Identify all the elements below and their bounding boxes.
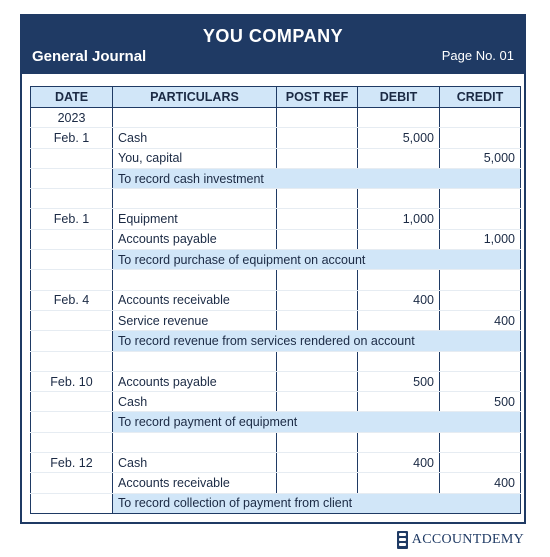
journal-header: [22, 16, 524, 74]
credit-amount: 5,000: [440, 148, 521, 168]
debit-amount: 400: [358, 290, 440, 310]
brand-logo: [397, 530, 524, 550]
empty-cell: [277, 351, 358, 371]
entry-description: To record cash investment: [113, 168, 521, 188]
date-cell: [31, 331, 113, 351]
empty-cell: [277, 270, 358, 290]
entry-date: Feb. 1: [31, 209, 113, 229]
column-header-credit: CREDIT: [440, 87, 521, 108]
entry-description: To record purchase of equipment on account: [113, 250, 521, 270]
credit-cell: [440, 371, 521, 391]
post-ref-cell: [277, 209, 358, 229]
entry-credit-row: [31, 473, 521, 493]
credit-amount: 500: [440, 392, 521, 412]
debit-account: Accounts receivable: [113, 290, 277, 310]
credit-account: Accounts receivable: [113, 473, 277, 493]
entry-description: To record revenue from services rendered on account: [113, 331, 521, 351]
column-header-date: DATE: [31, 87, 113, 108]
year-row: [31, 108, 521, 128]
empty-cell: [277, 189, 358, 209]
credit-cell: [440, 209, 521, 229]
entry-description: To record collection of payment from client: [113, 493, 521, 513]
debit-account: Accounts payable: [113, 371, 277, 391]
empty-cell: [31, 189, 113, 209]
date-cell: [31, 229, 113, 249]
spacer-row: [31, 432, 521, 452]
date-cell: [31, 493, 113, 513]
column-header-post-ref: POST REF: [277, 87, 358, 108]
spacer-row: [31, 270, 521, 290]
entry-description-row: [31, 412, 521, 432]
spacer-row: [31, 189, 521, 209]
post-ref-cell: [277, 128, 358, 148]
entry-credit-row: [31, 310, 521, 330]
entry-debit-row: [31, 453, 521, 473]
debit-account: Equipment: [113, 209, 277, 229]
post-ref-cell: [277, 148, 358, 168]
journal-table: [30, 86, 521, 514]
post-ref-cell: [277, 290, 358, 310]
journal-frame: [20, 14, 526, 524]
credit-cell: [440, 128, 521, 148]
entry-date: Feb. 1: [31, 128, 113, 148]
page-number: Page No. 01: [441, 48, 514, 63]
credit-cell: [440, 290, 521, 310]
entry-credit-row: [31, 392, 521, 412]
entry-date: Feb. 12: [31, 453, 113, 473]
post-ref-cell: [277, 453, 358, 473]
empty-cell: [358, 189, 440, 209]
date-cell: [31, 168, 113, 188]
post-ref-cell: [277, 310, 358, 330]
date-cell: [31, 148, 113, 168]
accountdemy-logo-icon: [397, 531, 408, 549]
credit-account: You, capital: [113, 148, 277, 168]
empty-cell: [440, 351, 521, 371]
debit-cell: [358, 229, 440, 249]
entry-credit-row: [31, 148, 521, 168]
empty-cell: [113, 351, 277, 371]
empty-cell: [440, 432, 521, 452]
debit-amount: 1,000: [358, 209, 440, 229]
column-header-debit: DEBIT: [358, 87, 440, 108]
entry-debit-row: [31, 128, 521, 148]
entry-description-row: [31, 250, 521, 270]
entry-date: Feb. 10: [31, 371, 113, 391]
entry-description-row: [31, 168, 521, 188]
entry-date: Feb. 4: [31, 290, 113, 310]
date-cell: [31, 473, 113, 493]
post-ref-cell: [277, 473, 358, 493]
empty-cell: [358, 270, 440, 290]
credit-account: Accounts payable: [113, 229, 277, 249]
empty-cell: [440, 270, 521, 290]
empty-cell: [31, 270, 113, 290]
credit-amount: 400: [440, 473, 521, 493]
debit-amount: 400: [358, 453, 440, 473]
date-cell: [31, 250, 113, 270]
debit-cell: [358, 473, 440, 493]
empty-cell: [440, 189, 521, 209]
debit-account: Cash: [113, 128, 277, 148]
empty-cell: [358, 351, 440, 371]
empty-cell: [277, 432, 358, 452]
entry-description-row: [31, 493, 521, 513]
year-cell: 2023: [31, 108, 113, 128]
debit-cell: [358, 392, 440, 412]
empty-cell: [31, 432, 113, 452]
journal-title: General Journal: [32, 48, 147, 65]
journal-body: [31, 108, 521, 514]
credit-account: Cash: [113, 392, 277, 412]
debit-cell: [358, 148, 440, 168]
date-cell: [31, 310, 113, 330]
header-row: [31, 87, 521, 108]
post-ref-cell: [277, 229, 358, 249]
entry-credit-row: [31, 229, 521, 249]
spacer-row: [31, 351, 521, 371]
debit-account: Cash: [113, 453, 277, 473]
empty-cell: [113, 432, 277, 452]
entry-description-row: [31, 331, 521, 351]
entry-debit-row: [31, 209, 521, 229]
date-cell: [31, 412, 113, 432]
empty-cell: [358, 432, 440, 452]
company-name: YOU COMPANY: [202, 26, 344, 46]
empty-cell: [113, 270, 277, 290]
column-header-particulars: PARTICULARS: [113, 87, 277, 108]
entry-description: To record payment of equipment: [113, 412, 521, 432]
entry-debit-row: [31, 290, 521, 310]
empty-cell: [31, 351, 113, 371]
credit-amount: 1,000: [440, 229, 521, 249]
entry-debit-row: [31, 371, 521, 391]
post-ref-cell: [277, 371, 358, 391]
credit-amount: 400: [440, 310, 521, 330]
debit-amount: 500: [358, 371, 440, 391]
debit-amount: 5,000: [358, 128, 440, 148]
brand-name: ACCOUNTDEMY: [411, 532, 524, 547]
empty-cell: [113, 189, 277, 209]
debit-cell: [358, 310, 440, 330]
credit-account: Service revenue: [113, 310, 277, 330]
credit-cell: [440, 453, 521, 473]
post-ref-cell: [277, 392, 358, 412]
date-cell: [31, 392, 113, 412]
